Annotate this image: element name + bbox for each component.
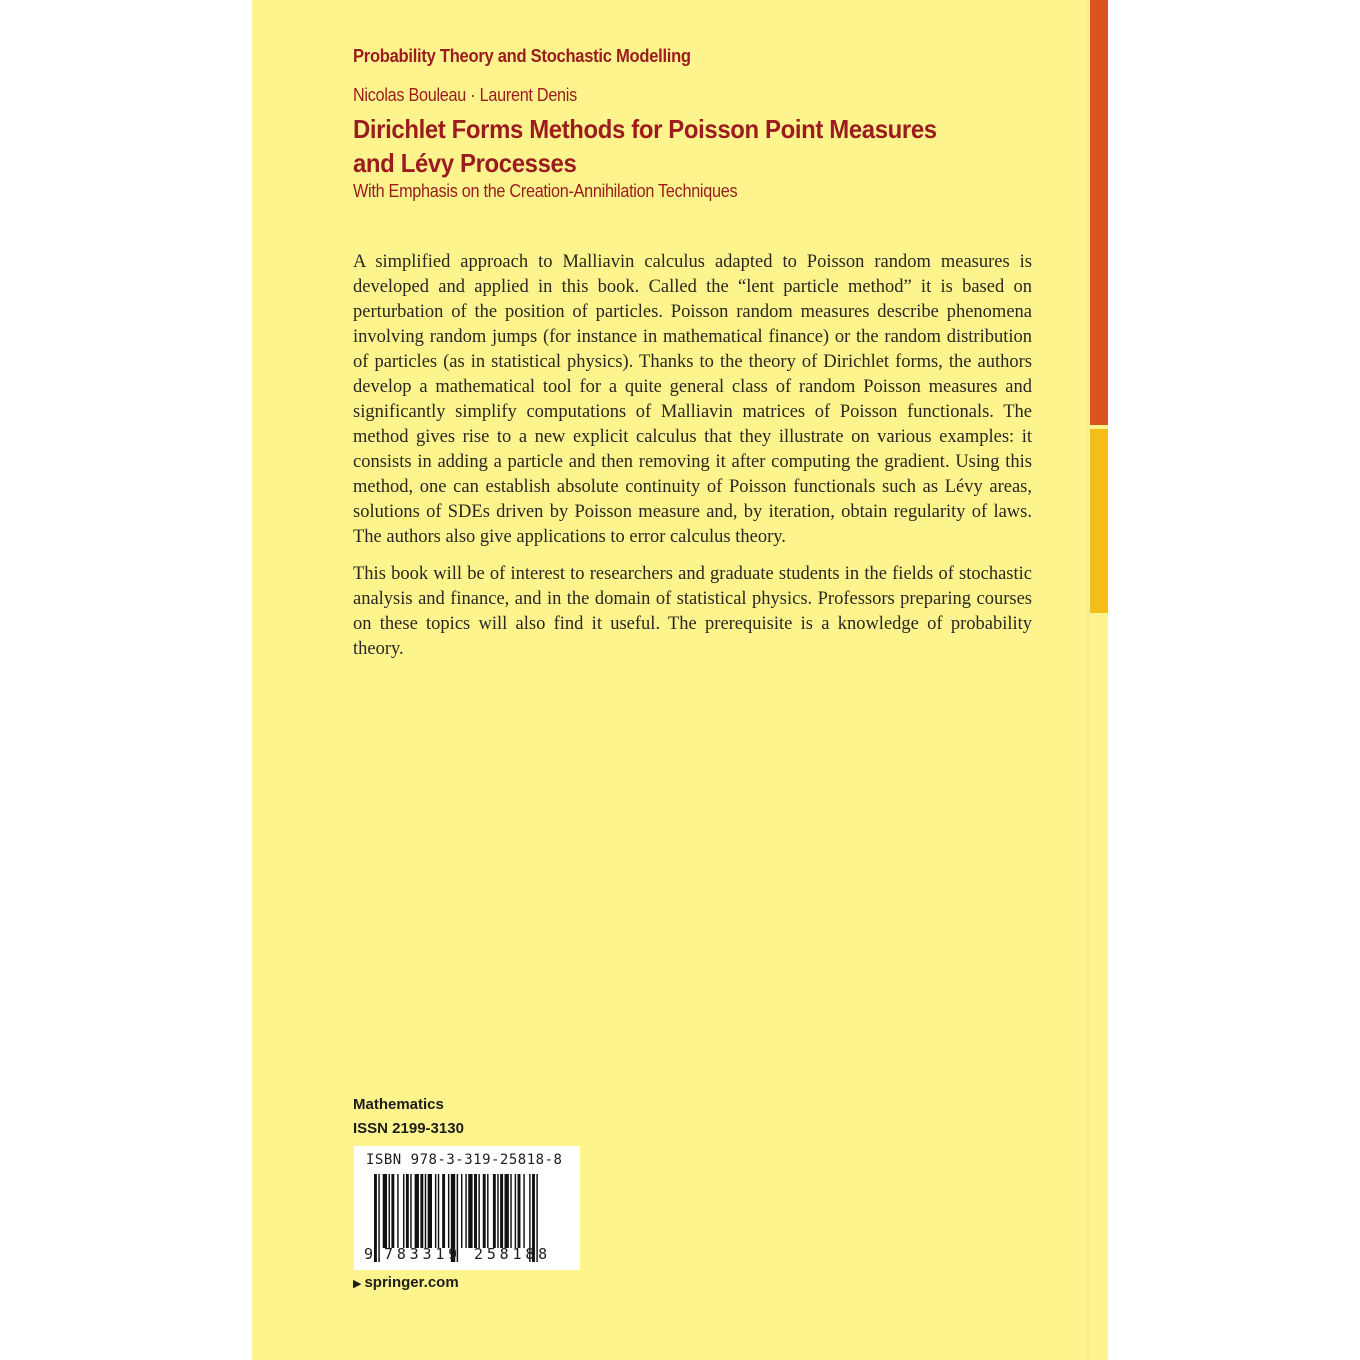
barcode-bar [389,1174,390,1248]
barcode-bar [383,1174,387,1248]
barcode-bar [448,1174,449,1248]
barcode-bar [397,1174,398,1248]
barcode-bar [403,1174,404,1248]
barcode-bar [487,1174,488,1248]
description-paragraph-1: A simplified approach to Malliavin calculus adapted to Poisson random measures is developed and applied in this book. Called the “lent particle method” it is based on perturbation of the position of particles. Poisson random measures describe phenomena involving random jumps (for instance in mathematical finance) or the random distribution of particles (as in statistical physics). Thanks to the theory of Dirichlet forms, the authors develop a mathematical tool for a quite general class of random Poisson measures and significantly simplify computations of Malliavin matrices of Poisson functionals. The method gives rise to a new explicit calculus that they illustrate on various examples: it consists in adding a particle and then removing it after computing the gradient. Using this method, one can establish absolute continuity of Poisson functionals such as Lévy areas, solutions of SDEs driven by Poisson measure and, by iteration, obtain regularity of laws. The authors also give applications to error calculus theory. [353,252,1032,547]
book-subtitle: With Emphasis on the Creation-Annihilation Techniques [353,181,738,201]
barcode-bar [420,1174,423,1248]
barcode-bar [483,1174,486,1248]
barcode-bar [391,1174,394,1248]
barcode-left-digits: 783319 [384,1245,461,1263]
barcode-digits [354,1245,580,1265]
barcode-bar [435,1174,436,1248]
publisher-link[interactable] [353,1274,459,1291]
barcode-right-digits: 258188 [474,1245,551,1263]
barcode-bar [410,1174,411,1248]
barcode-bar [425,1174,426,1248]
issn-label: ISSN 2199-3130 [353,1120,464,1137]
isbn-label: ISBN 978-3-319-25818-8 [366,1152,563,1168]
spine-orange-stripe [1090,0,1108,425]
barcode-bar [510,1174,511,1248]
barcode-bar [493,1174,496,1248]
barcode-bar [442,1174,445,1248]
barcode-bar [465,1174,466,1248]
isbn-barcode [354,1146,580,1270]
barcode-bar [406,1174,409,1248]
barcode-bar [523,1174,524,1248]
spine-yellow-stripe [1090,429,1108,613]
barcode-bar [474,1174,477,1248]
barcode-bar [461,1174,462,1248]
barcode-bar [500,1174,503,1248]
series-title: Probability Theory and Stochastic Modelling [353,46,691,66]
barcode-bar [468,1174,472,1248]
barcode-bar [438,1174,439,1248]
barcode-bar [505,1174,509,1248]
authors: Nicolas Bouleau · Laurent Denis [353,85,577,105]
subject-label: Mathematics [353,1096,444,1113]
description-paragraph-2: This book will be of interest to researchers and graduate students in the fields of stochastic analysis and finance, and in the domain of statistical physics. Professors preparing courses on these topics will also find it useful. The prerequisite is a knowledge of probability theory. [353,564,1032,659]
book-title: Dirichlet Forms Methods for Poisson Point Measures and Lévy Processes [353,114,937,178]
barcode-bar [478,1174,479,1248]
spine-separator [1086,0,1089,1360]
barcode-bar [497,1174,498,1248]
description [353,250,1032,674]
barcode-bar [518,1174,521,1248]
barcode-bar [515,1174,516,1248]
barcode-first-digit: 9 [364,1245,377,1263]
triangle-right-icon: ▶ [353,1278,362,1290]
publisher-name: springer.com [364,1274,459,1291]
barcode-bar [428,1174,432,1248]
barcode-bar [415,1174,419,1248]
